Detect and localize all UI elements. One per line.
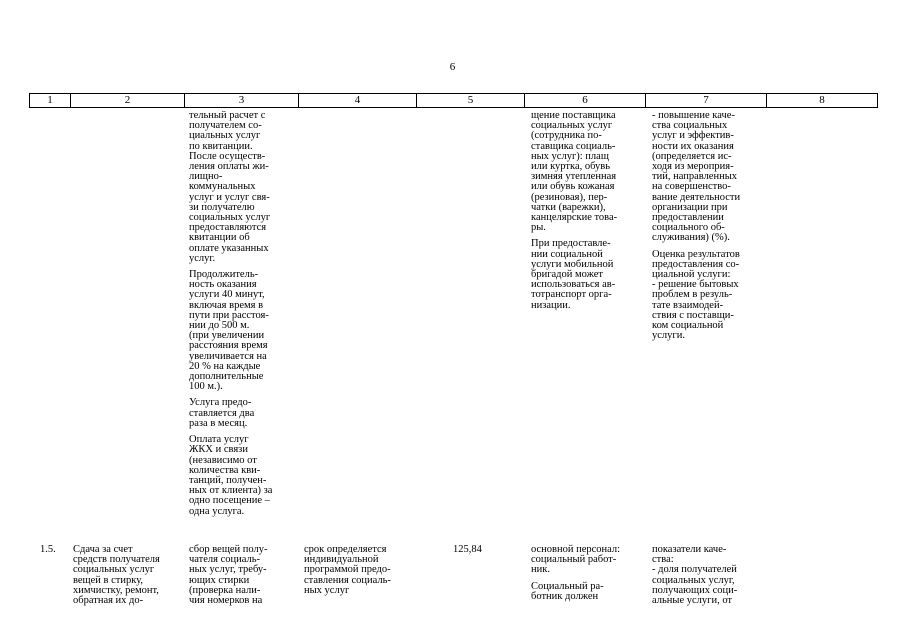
- column-header-1: 1: [30, 94, 71, 108]
- cell-paragraph: щение поставщика социальных услуг (сотрудника по- ставщика социаль- ных услуг): плащ или куртка, обувь зимняя утепленная или обувь кожаная (резиновая), пер- чатки (варежки), канцелярские това- ры.: [531, 111, 618, 234]
- service-price-cell: 125,84: [453, 544, 482, 555]
- service-description-cell: сбор вещей полу- чателя социаль- ных услуг, требу- ющих стирки (проверка нали- чия номерков на: [189, 544, 268, 607]
- column-header-7: 7: [646, 94, 767, 108]
- quality-indicators-cell: показатели каче- ства: - доля получателей социальных услуг, получающих соци- альные услуги, от: [652, 544, 738, 607]
- cell-paragraph: Оценка результатов предоставления со- циальной услуги: - решение бытовых проблем в резуль- тате взаимодей- ствия с поставщи- ком социальной услуги.: [652, 248, 740, 342]
- cell-paragraph: Социальный ра- ботник должен: [531, 580, 604, 602]
- service-name-cell: Сдача за счет средств получателя социальных услуг вещей в стирку, химчистку, ремонт, обратная их до-: [73, 544, 160, 607]
- column-header-3: 3: [185, 94, 299, 108]
- row-number: 1.5.: [40, 544, 56, 555]
- service-term-cell: срок определяется индивидуальной программой предо- ставления социаль- ных услуг: [304, 544, 391, 596]
- cell-paragraph: Услуга предо- ставляется два раза в месяц.: [189, 397, 255, 429]
- column-header-6: 6: [525, 94, 646, 108]
- cell-paragraph: При предоставле- нии социальной услуги мобильной бригадой может использоваться ав- тотранспорт орга- низации.: [531, 238, 616, 311]
- cell-paragraph: Продолжитель- ность оказания услуги 40 минут, включая время в пути при расстоя- нии до 500 м. (при увеличении расстояния время увеличивается на 20 % на каждые дополнительные 100 м.).: [189, 269, 269, 393]
- page-number: 6: [449, 61, 456, 73]
- column-header-2: 2: [71, 94, 185, 108]
- cell-paragraph: - повышение каче- ства социальных услуг и эффектив- ности их оказания (определяется ис- ходя из мероприя- тий, направленных на совершенство- вание деятельности организации при предоставлении социального об- служивания) (%).: [652, 111, 741, 244]
- continued-cell-col3: [189, 111, 301, 523]
- cell-paragraph: Оплата услуг ЖКХ и связи (независимо от количества кви- танций, получен- ных от клиента) за одно посещение – одна услуга.: [189, 434, 273, 517]
- column-header-5: 5: [417, 94, 525, 108]
- continued-cell-col7: [652, 111, 770, 347]
- continued-cell-col6: [531, 111, 647, 317]
- cell-paragraph: тельный расчет с получателем со- циальных услуг по квитанции. После осуществ- ления оплаты жи- лищно- коммунальных услуг и услуг свя- зи получателю социальных услуг предоставляются квитанции об оплате указанных услуг.: [189, 111, 271, 264]
- column-header-4: 4: [299, 94, 417, 108]
- column-number-header: [29, 93, 878, 108]
- column-header-8: 8: [767, 94, 878, 108]
- cell-paragraph: основной персонал: социальный работ- ник.: [531, 544, 621, 576]
- service-conditions-cell: [531, 545, 647, 608]
